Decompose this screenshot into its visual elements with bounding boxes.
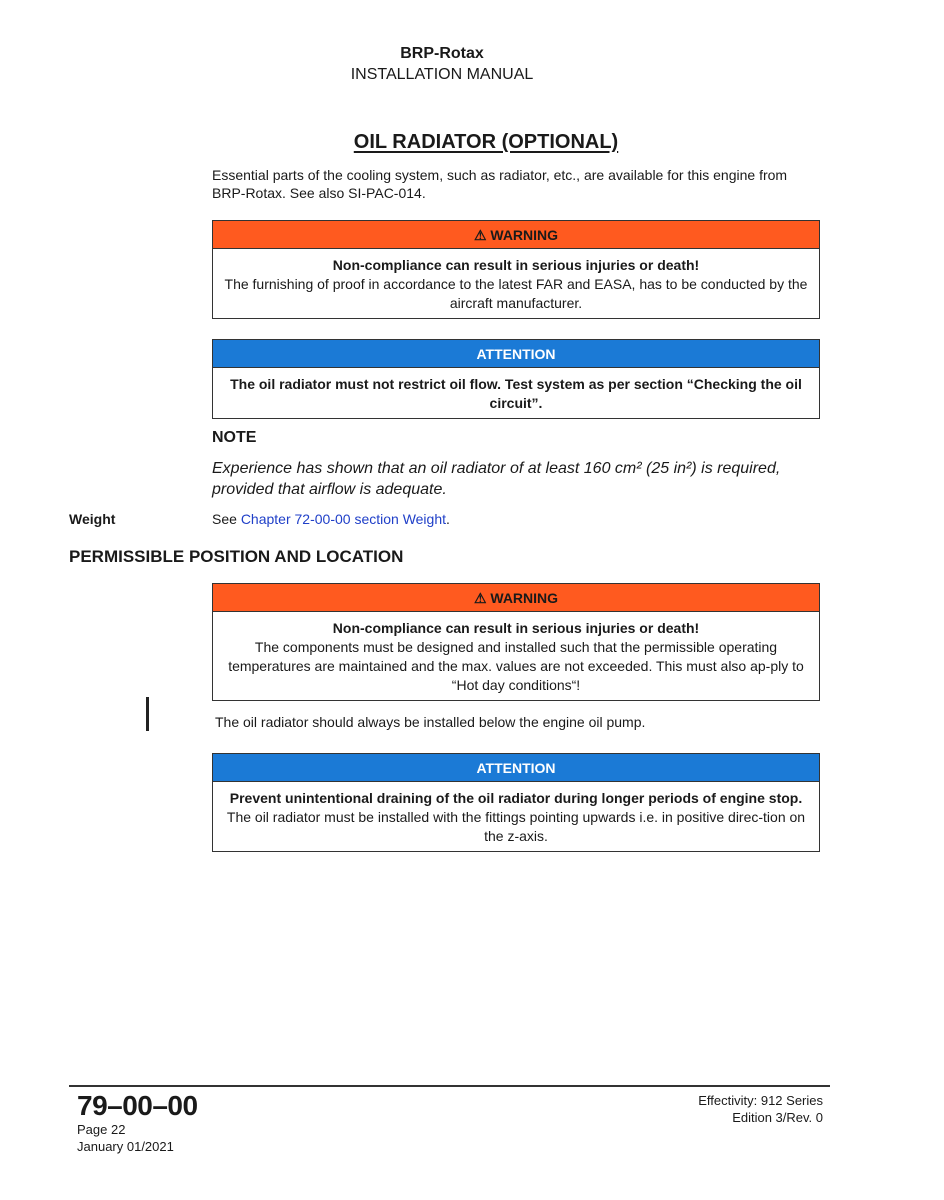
header-manual-title: INSTALLATION MANUAL (350, 66, 534, 83)
attention-header: ATTENTION (213, 340, 819, 368)
footer-effectivity: Effectivity: 912 Series (698, 1093, 823, 1108)
attention-body (213, 782, 819, 851)
weight-label: Weight (69, 511, 116, 527)
attention-header: ATTENTION (213, 754, 819, 782)
install-instruction: The oil radiator should always be installed below the engine oil pump. (215, 714, 646, 730)
note-text: Experience has shown that an oil radiator of at least 160 cm² (25 in²) is required, provided that airflow is adequate. (212, 460, 781, 498)
footer-edition: Edition 3/Rev. 0 (732, 1110, 823, 1125)
attention-text: The oil radiator must be installed with the fittings pointing upwards i.e. in positive direc-tion on the z-axis. (226, 809, 806, 844)
attention-box-1 (212, 339, 820, 419)
warning-box-1 (212, 220, 820, 319)
warning-body (213, 249, 819, 318)
warning-text: The furnishing of proof in accordance to the latest FAR and EASA, has to be conducted by the aircraft manufacturer. (224, 276, 808, 311)
attention-body (213, 368, 819, 418)
weight-prefix: See (212, 511, 241, 527)
footer-date: January 01/2021 (77, 1139, 174, 1154)
warning-body (213, 612, 819, 700)
intro-paragraph: Essential parts of the cooling system, such as radiator, etc., are available for this engine from BRP-Rotax. See also SI-PAC-014. (212, 167, 788, 201)
warning-header: ⚠ WARNING (213, 584, 819, 612)
page-title: OIL RADIATOR (OPTIONAL) (353, 131, 619, 153)
note-label: NOTE (212, 429, 257, 446)
section-heading: PERMISSIBLE POSITION AND LOCATION (69, 547, 404, 566)
footer-chapter-code: 79–00–00 (77, 1090, 198, 1121)
warning-header: ⚠ WARNING (213, 221, 819, 249)
weight-chapter-link[interactable]: Chapter 72-00-00 section Weight (240, 511, 447, 527)
warning-strong-text: Non-compliance can result in serious injuries or death! (332, 257, 700, 273)
revision-change-bar (146, 697, 149, 731)
attention-strong-text: The oil radiator must not restrict oil flow. Test system as per section “Checking the oil circuit”. (230, 376, 802, 411)
warning-text: The components must be designed and installed such that the permissible operating temperatures are maintained and the max. values are not exceeded. This must also ap-ply to “Hot day conditions“! (228, 639, 804, 693)
attention-strong-text: Prevent unintentional draining of the oil radiator during longer periods of engine stop. (229, 790, 803, 806)
weight-suffix: . (446, 511, 450, 527)
attention-box-2 (212, 753, 820, 852)
footer-divider (69, 1085, 830, 1087)
weight-text (212, 511, 450, 527)
header-brand: BRP-Rotax (400, 45, 484, 62)
footer-page-number: Page 22 (77, 1122, 126, 1137)
warning-box-2 (212, 583, 820, 701)
warning-strong-text: Non-compliance can result in serious injuries or death! (332, 620, 700, 636)
